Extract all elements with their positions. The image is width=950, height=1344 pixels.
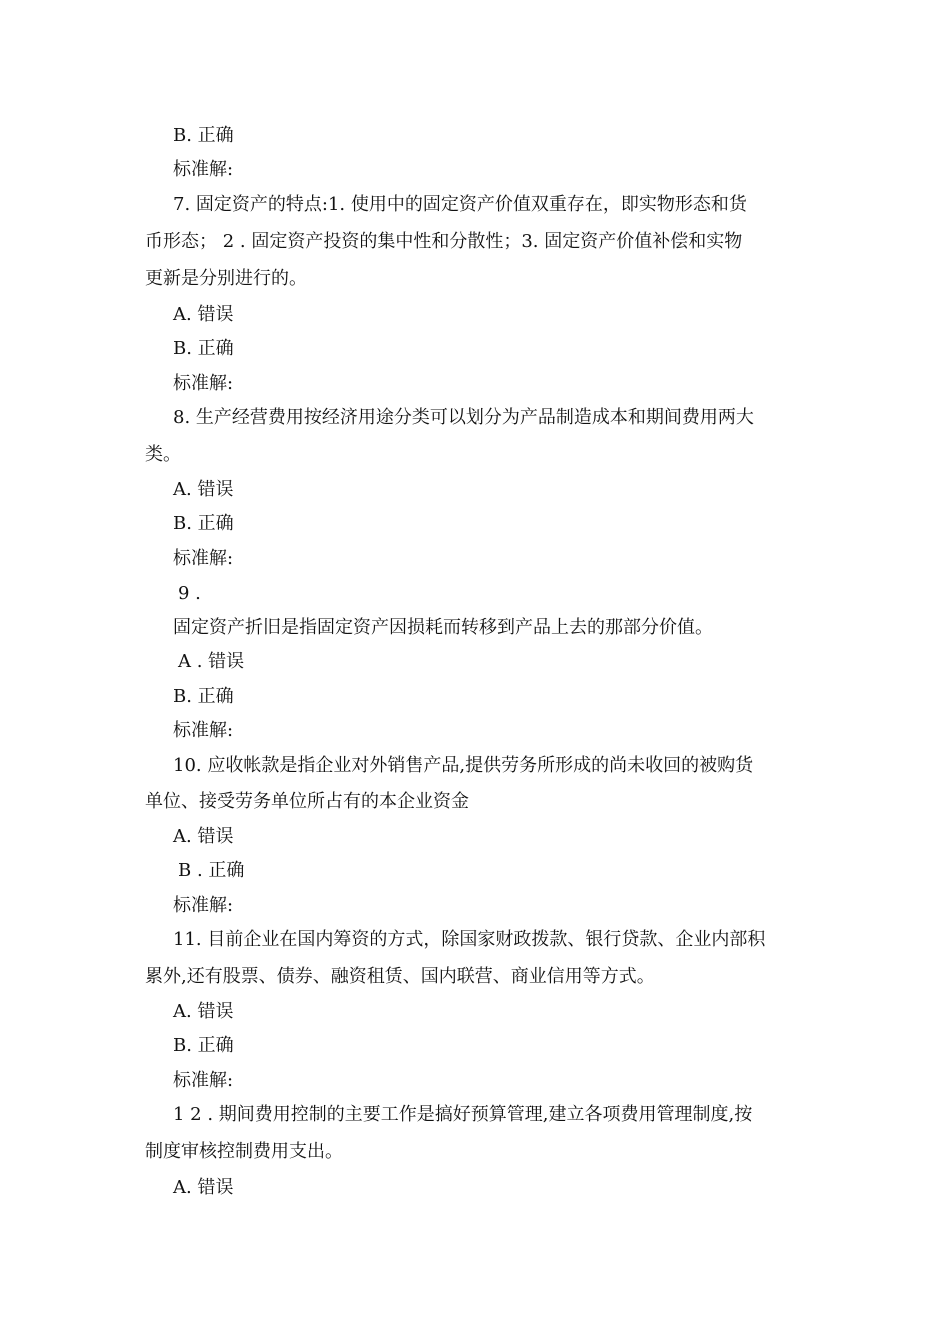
option-b: B. 正确	[173, 513, 234, 534]
option-b: B. 正确	[173, 338, 234, 359]
option-a: A. 错误	[173, 1001, 234, 1022]
option-b: B . 正确	[178, 860, 245, 881]
option-b: B. 正确	[173, 686, 234, 707]
standard-answer-label: 标准解:	[173, 548, 234, 569]
option-b: B. 正确	[173, 1035, 234, 1056]
option-a: A. 错误	[173, 304, 234, 325]
question-7-line-1: 7. 固定资产的特点:1. 使用中的固定资产价值双重存在，即实物形态和货	[173, 194, 747, 215]
question-10-line-1: 10. 应收帐款是指企业对外销售产品,提供劳务所形成的尚未收回的被购货	[173, 755, 754, 776]
question-12-line-2: 制度审核控制费用支出。	[145, 1141, 343, 1162]
question-9-number: 9 .	[178, 583, 201, 604]
question-11-line-1: 11. 目前企业在国内筹资的方式，除国家财政拨款、银行贷款、企业内部积	[173, 929, 766, 950]
question-8-line-1: 8. 生产经营费用按经济用途分类可以划分为产品制造成本和期间费用两大	[173, 407, 754, 428]
standard-answer-label: 标准解:	[173, 373, 234, 394]
standard-answer-label: 标准解:	[173, 720, 234, 741]
standard-answer-label: 标准解:	[173, 1070, 234, 1091]
question-12-line-1: 1 2 . 期间费用控制的主要工作是搞好预算管理,建立各项费用管理制度,按	[173, 1104, 753, 1125]
option-a: A . 错误	[178, 651, 245, 672]
option-a: A. 错误	[173, 1177, 234, 1198]
option-a: A. 错误	[173, 479, 234, 500]
option-b: B. 正确	[173, 125, 234, 146]
question-8-line-2: 类。	[145, 444, 181, 465]
standard-answer-label: 标准解:	[173, 895, 234, 916]
question-7-line-2: 币形态； 2 . 固定资产投资的集中性和分散性；3. 固定资产价值补偿和实物	[145, 231, 743, 252]
question-9-text: 固定资产折旧是指固定资产因损耗而转移到产品上去的那部分价值。	[173, 617, 713, 638]
option-a: A. 错误	[173, 826, 234, 847]
standard-answer-label: 标准解:	[173, 159, 234, 180]
question-11-line-2: 累外,还有股票、债券、融资租赁、国内联营、商业信用等方式。	[145, 966, 655, 987]
question-10-line-2: 单位、接受劳务单位所占有的本企业资金	[145, 791, 469, 812]
question-7-line-3: 更新是分别进行的。	[145, 268, 307, 289]
